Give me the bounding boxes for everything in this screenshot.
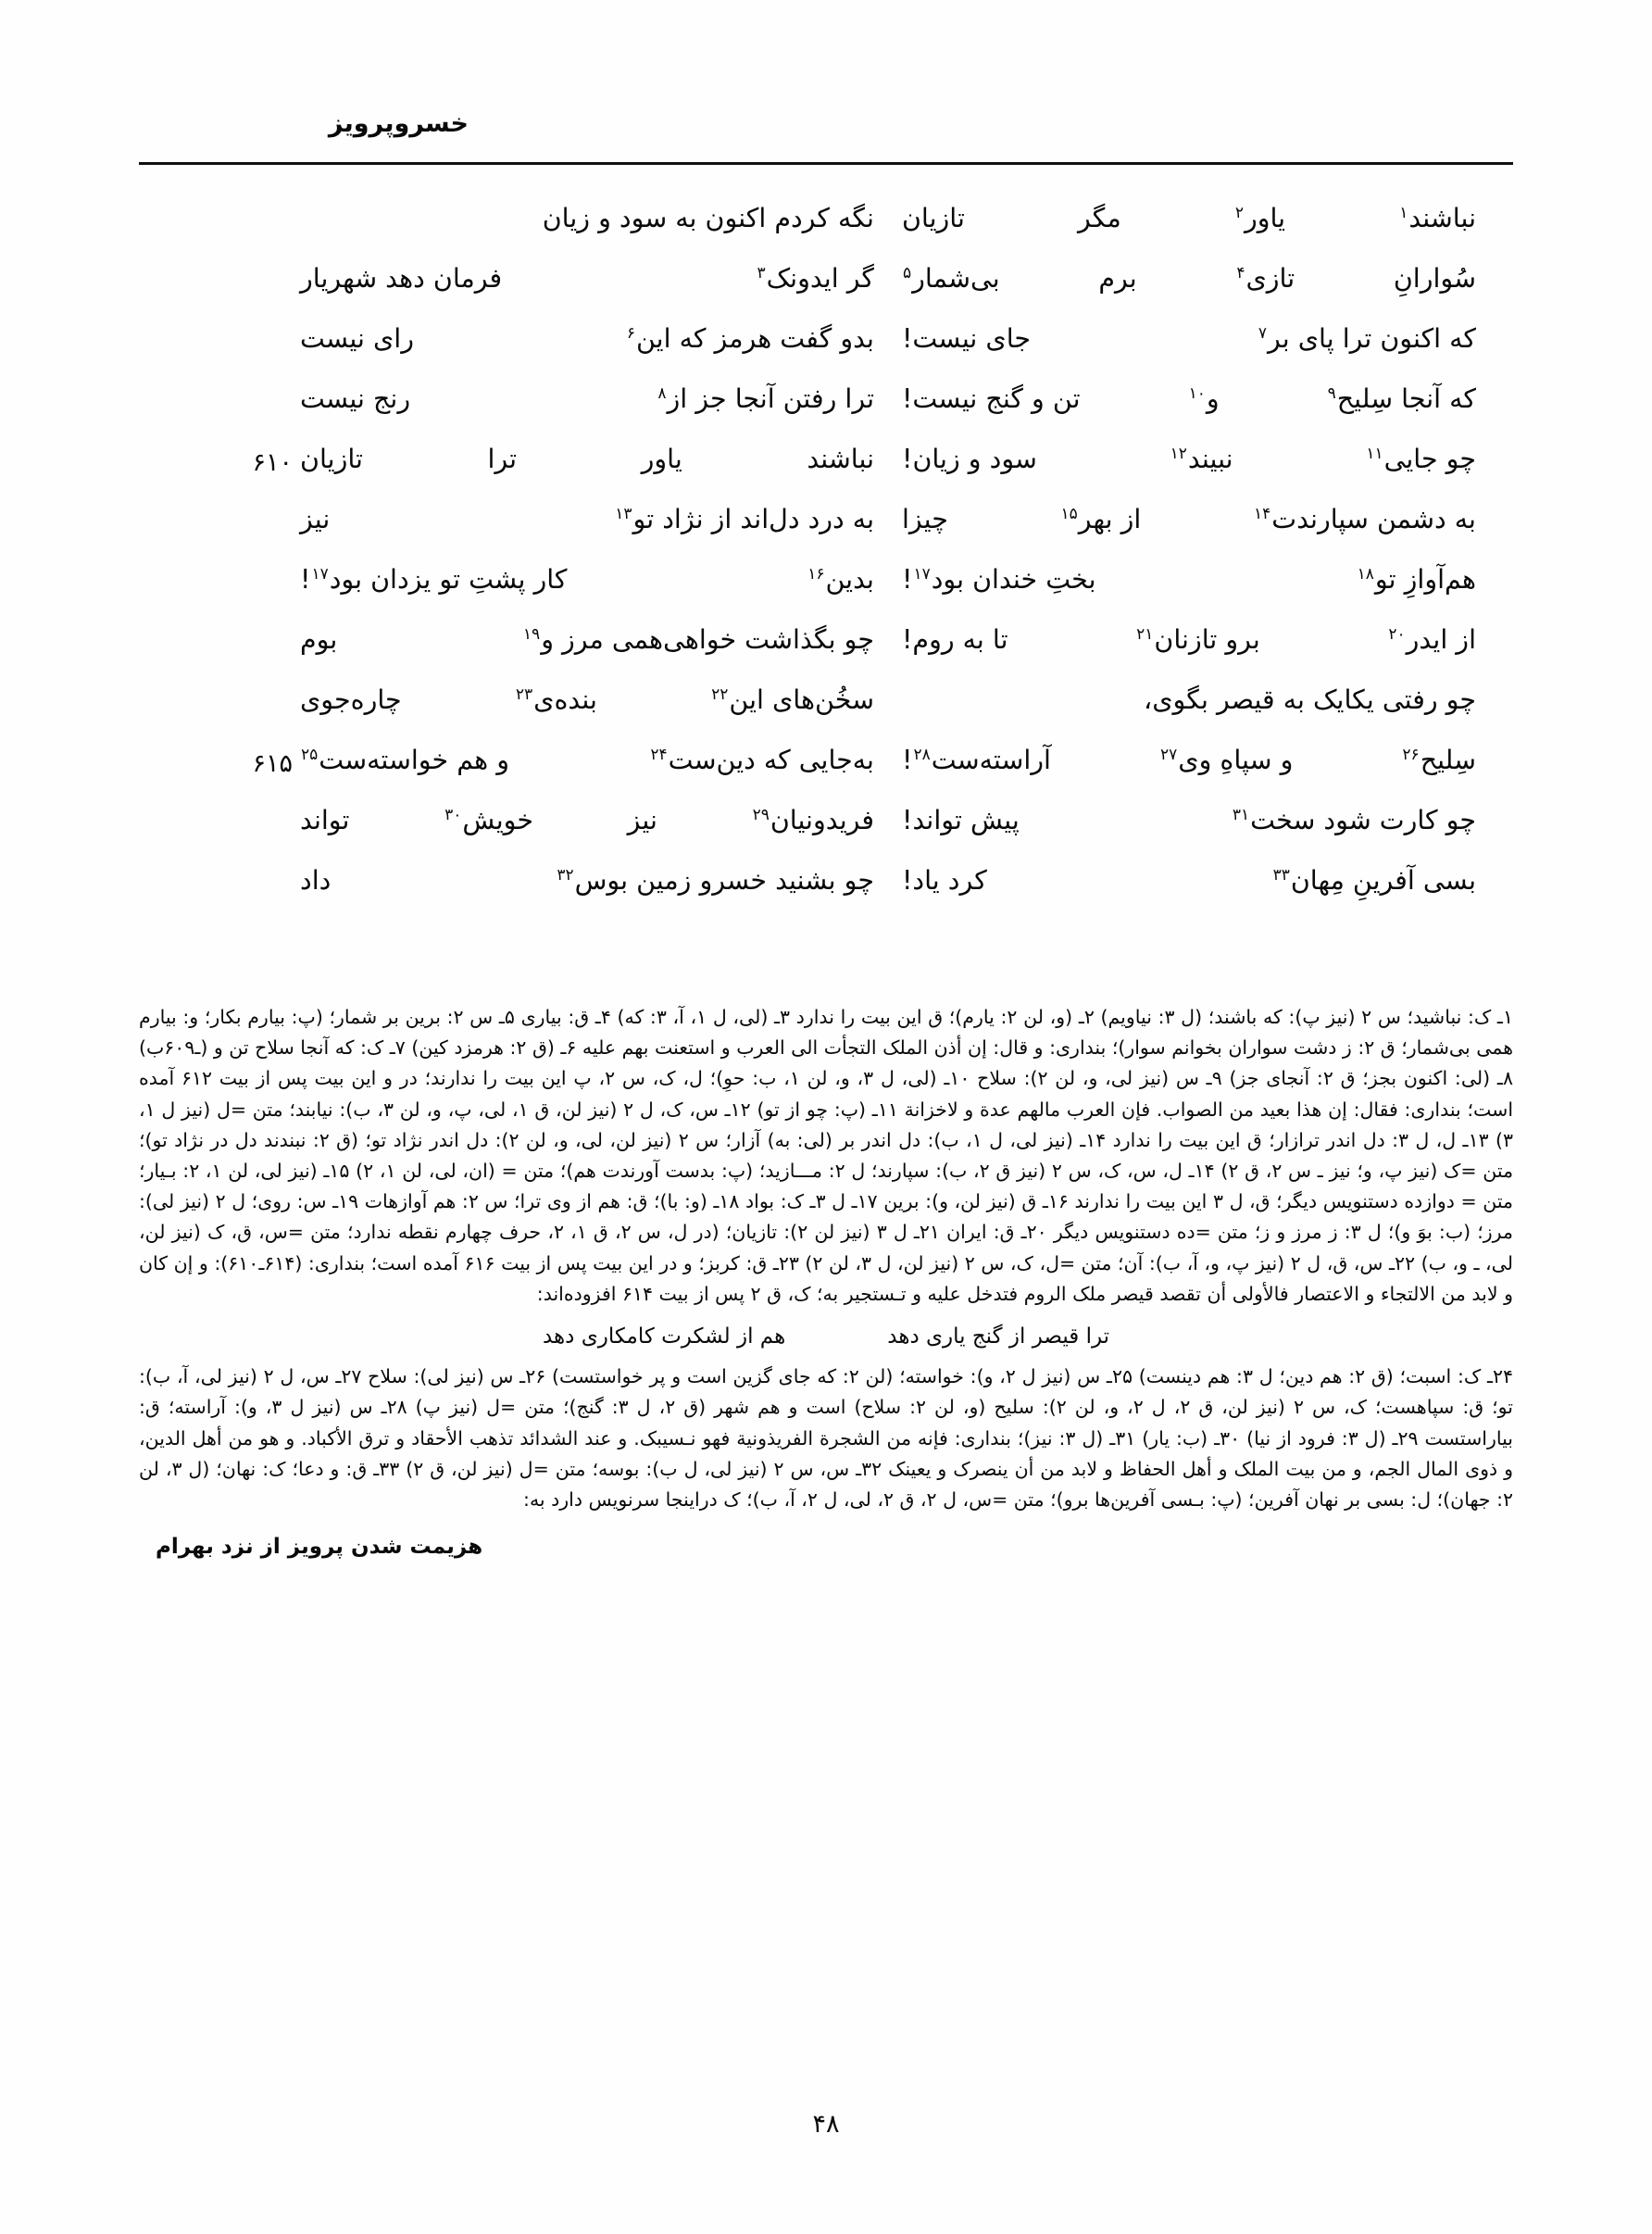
hemistich-text: ترا <box>487 444 518 474</box>
hemistich-text: برو تازنان <box>1154 624 1260 655</box>
hemistich-seg <box>752 805 874 835</box>
apparatus-criticus <box>139 1002 1513 1564</box>
bayt-row <box>139 805 1513 868</box>
footnote-marker: ۲۲ <box>711 684 729 704</box>
bayt-row <box>139 323 1513 386</box>
hemistich-text: نیز <box>627 805 657 835</box>
hemistich-text: که آنجا سِلیح <box>1336 383 1476 414</box>
hemistich-text: خویش <box>462 805 533 835</box>
inserted-hemistich-right: ترا قیصر از گنج یاری دهد <box>887 1324 1110 1349</box>
hemistich-text: هم‌آوازِ تو <box>1374 564 1476 595</box>
footnote-marker: ۲۸ <box>913 745 931 764</box>
hemistich-text: چاره‌جوی <box>300 684 402 715</box>
hemistich-seg <box>1253 504 1476 534</box>
footnote-marker: ۲۹ <box>752 805 770 824</box>
hemistich-seg <box>515 684 597 715</box>
hemistich-seg <box>902 263 1000 294</box>
hemistich-seg <box>556 865 874 896</box>
hemistich-left <box>902 624 1476 655</box>
hemistich-text: کرد یاد! <box>902 865 987 896</box>
hemistich-left <box>902 865 1476 896</box>
hemistich-text: بختِ خندان بود <box>931 564 1096 595</box>
hemistich-text: سُوارانِ <box>1393 263 1476 294</box>
hemistich-text: بدو گفت هرمز که این <box>635 323 874 354</box>
hemistich-text: نباشند <box>807 444 874 474</box>
hemistich-text: آراسته‌ست <box>931 745 1051 775</box>
hemistich-text: بنده‌ی <box>533 684 597 715</box>
hemistich-text: فریدونیان <box>770 805 874 835</box>
apparatus-paragraph-1: ۱ـ ک: نباشید؛ س ۲ (نیز پ): که باشند؛ (ل ۳: نیاویم) ۲ـ (و، لن ۲: یارم)؛ ق این بیت را ندارد ۳ـ (لی، ل ۱، آ، ۳: که) ۴ـ ق: بیاری ۵ـ س ۲: برین بر شمار؛ (پ: بیارم بکار؛ و: بیارم همی بی‌شمار؛ ق ۲: ز دشت سواران بخوانم سوار)؛ بنداری: و قال: إن أذن الملک التجأت الی العرب و استعنت بهم علیه ۶ـ (ق ۲: هرمزد کین) ۷ـ ک: که آنجا سلاح تن و (ـ۶۰۹ب) ۸ـ (لی: اکنون بجز؛ ق ۲: آنجای جز) ۹ـ س (نیز لی، و، لن ۲): سلاح ۱۰ـ (لی، ل ۳، و، لن ۱، ب: حوِ)؛ ل، ک، س ۲، پ این بیت را ندارند؛ در و این بیت پس از بیت ۶۱۲ آمده است؛ بنداری: فقال: إن هذا بعید من الصواب. فإن العرب مالهم عدة و لاخزانة ۱۱ـ (پ: چو از تو) ۱۲ـ س، ک، ل ۲ (نیز لن، ق ۱، لی، پ، و، لن ۳، ب): نیابند؛ متن =ل (نیز ل ۱، ۳) ۱۳ـ ل، ل ۳: دل اندر ترازار؛ ق این بیت را ندارد ۱۴ـ (نیز لی، ل ۱، ب): دل اندر بر (لی: به) آزار؛ س ۲ (نیز لن، لی، و، لن ۲): دل اندر نژاد تو؛ (ق ۲: نبندند دل در نژاد تو)؛ متن =ک (نیز پ، و؛ نیز ـ س ۲، ق ۲) ۱۴ـ ل، س، ک، س ۲ (نیز ق ۲، ب): سپارند؛ ل ۲: مـــازید؛ (پ: بدست آورندت هم)؛ متن = (ان، لی، لن ۱، ۲) ۱۵ـ (نیز لی، لن ۱، ۲: بـیار؛ متن = دوازده دستنویس دیگر؛ ق، ل ۳ این بیت را ندارند ۱۶ـ ق (نیز لن، و): برین ۱۷ـ ل ۳ـ ک: بواد ۱۸ـ (و: با)؛ ق: هم از وی ترا؛ س ۲: هم آوازهات ۱۹ـ س: روی؛ ل ۲ (نیز لی): مرز؛ (ب: بوَ و)؛ ل ۳: ز مرز و ز؛ متن =ده دستنویس دیگر ۲۰ـ ق: ایران ۲۱ـ ل ۳ (نیز لن ۲): تازیان؛ (در ل، س ۲، ق ۱، ۲، حرف چهارم نقطه ندارد؛ متن =س، ق، ک (نیز لن، لی، ـ و، ب) ۲۲ـ س، ق، ل ۲ (نیز پ، و، آ، ب): آن؛ متن =ل، ک، س ۲ (نیز لن، ل ۳، لن ۲) ۲۳ـ ق: کربز؛ و در این بیت پس از بیت ۶۱۶ آمده است؛ بنداری: (۶۱۴ـ۶۱۰): و إن کان و لابد من الالتجاء و الاعتصار فالأولی أن تقصد قیصر ملک الروم فتدخل علیه و تـستجیر به؛ ک، ق ۲ پس از بیت ۶۱۴ افزوده‌اند: <box>139 1006 1514 1305</box>
hemistich-text: داد <box>300 865 332 896</box>
bayt-row <box>139 747 1513 808</box>
hemistich-seg <box>300 564 568 595</box>
hemistich-seg <box>1398 203 1476 233</box>
footnote-marker: ۲۳ <box>515 684 533 704</box>
hemistich-right <box>300 263 874 294</box>
hemistich-text: تا به روم! <box>902 624 1008 655</box>
hemistich-text: چو رفتی یکایک به قیصر بگوی، <box>1144 684 1476 715</box>
bayt-row <box>139 203 1513 266</box>
footnote-marker: ۳ <box>757 263 766 282</box>
hemistich-text: یاور <box>1244 203 1286 233</box>
footnote-marker: ۲۴ <box>650 745 668 764</box>
hemistich-right <box>300 564 874 595</box>
hemistich-seg <box>1060 504 1142 534</box>
footnote-marker: ۷ <box>1258 323 1268 343</box>
hemistich-text: چو کارت شود سخت <box>1250 805 1476 835</box>
hemistich-text: ! <box>902 564 913 595</box>
footnote-marker: ۳۱ <box>1232 805 1250 824</box>
hemistich-text: برم <box>1098 263 1137 294</box>
hemistich-seg <box>444 805 533 835</box>
bayt-row <box>139 263 1513 326</box>
hemistich-right <box>300 504 874 534</box>
hemistich-left <box>902 383 1476 414</box>
hemistich-seg <box>657 383 874 414</box>
hemistich-text: ترا رفتن آنجا جز از <box>667 383 874 414</box>
hemistich-seg <box>1159 747 1293 774</box>
hemistich-text: رنج نیست <box>300 383 411 414</box>
hemistich-seg <box>1234 203 1286 233</box>
hemistich-text: تواند <box>300 805 350 835</box>
hemistich-text: تازیان <box>902 203 965 233</box>
hemistich-seg <box>1235 263 1295 294</box>
hemistich-text: نباشند <box>1408 203 1476 233</box>
hemistich-text: ! <box>902 745 913 775</box>
verse-body <box>139 203 1513 896</box>
footnote-marker: ۴ <box>1236 263 1245 282</box>
hemistich-seg <box>522 624 874 655</box>
verse-line-number: ۶۱۵ <box>252 749 293 778</box>
footnote-marker: ۲ <box>1234 203 1244 222</box>
bayt-row <box>139 383 1513 446</box>
hemistich-seg <box>1232 805 1476 835</box>
hemistich-text: تازی <box>1245 263 1295 294</box>
hemistich-text: به درد دل‌اند از نژاد تو <box>632 504 874 534</box>
hemistich-text: سِلیح <box>1420 745 1476 775</box>
footnote-marker: ۲۵ <box>301 745 319 764</box>
hemistich-text: که اکنون ترا پای بر <box>1268 323 1476 354</box>
hemistich-text: گر ایدونک <box>766 263 874 294</box>
page-number: ۴۸ <box>812 2110 840 2139</box>
hemistich-seg <box>902 747 1051 774</box>
footnote-marker: ۳۲ <box>557 865 574 885</box>
hemistich-text: و <box>1206 383 1220 414</box>
hemistich-left <box>902 747 1476 774</box>
hemistich-seg <box>1135 624 1260 655</box>
hemistich-seg <box>1387 624 1476 655</box>
hemistich-seg <box>300 747 509 774</box>
footnote-marker: ۶ <box>626 323 635 343</box>
bayt-row <box>139 504 1513 567</box>
hemistich-text: چو بگذاشت خواهی‌همی مرز و <box>541 624 874 655</box>
hemistich-text: و هم خواسته‌ست <box>319 745 510 775</box>
hemistich-seg <box>614 504 874 534</box>
footnote-marker: ۵ <box>903 263 912 282</box>
hemistich-text: چیزا <box>902 504 948 534</box>
hemistich-text: از بهر <box>1078 504 1142 534</box>
hemistich-left <box>902 446 1476 473</box>
footnote-marker: ۱ <box>1399 203 1408 222</box>
hemistich-text: پیش تواند! <box>902 805 1020 835</box>
hemistich-right <box>300 203 874 233</box>
hemistich-text: نبیند <box>1187 444 1233 474</box>
hemistich-text: سخُن‌های این <box>729 684 874 715</box>
footnote-marker: ۱۳ <box>615 504 632 523</box>
hemistich-left <box>902 504 1476 534</box>
hemistich-right <box>300 624 874 655</box>
hemistich-right <box>300 865 874 896</box>
hemistich-right <box>300 805 874 835</box>
hemistich-left <box>902 203 1476 233</box>
header-rule <box>139 162 1513 165</box>
hemistich-seg <box>1327 383 1476 414</box>
hemistich-text: نگه کردم اکنون به سود و زیان <box>542 203 874 233</box>
hemistich-text: فرمان دهد شهریار <box>300 263 503 294</box>
hemistich-text: رای نیست <box>300 323 414 354</box>
footnote-marker: ۲۷ <box>1160 745 1178 764</box>
hemistich-text: بدین <box>825 564 874 595</box>
hemistich-seg <box>756 263 874 294</box>
hemistich-text: تن و گنج نیست! <box>902 383 1081 414</box>
verse-line-number: ۶۱۰ <box>252 448 293 477</box>
page-header <box>139 109 1513 174</box>
hemistich-seg <box>1401 747 1476 774</box>
hemistich-left <box>902 564 1476 595</box>
bayt-row <box>139 446 1513 507</box>
hemistich-text: مگر <box>1078 203 1121 233</box>
bayt-row <box>139 564 1513 627</box>
bayt-row <box>139 684 1513 747</box>
section-heading: هزیمت شدن پرویز از نزد بهرام <box>156 1535 483 1560</box>
bayt-row <box>139 624 1513 687</box>
hemistich-seg <box>1365 446 1476 473</box>
footnote-marker: ۹ <box>1327 383 1336 403</box>
running-title: خسروپرویز <box>328 109 469 138</box>
hemistich-text: کار پشتِ تو یزدان بود <box>329 564 568 595</box>
hemistich-seg <box>807 564 874 595</box>
hemistich-right <box>300 383 874 414</box>
footnote-marker: ۲۱ <box>1136 624 1154 644</box>
hemistich-text: از ایدر <box>1406 624 1476 655</box>
hemistich-left <box>902 323 1476 354</box>
footnote-marker: ۳۰ <box>444 805 462 824</box>
hemistich-text: نیز <box>300 504 331 534</box>
hemistich-text: ! <box>300 564 311 595</box>
hemistich-text: بی‌شمار <box>912 263 1000 294</box>
footnote-marker: ۱۷ <box>913 564 931 584</box>
hemistich-seg <box>1188 383 1220 414</box>
hemistich-text: بوم <box>300 624 338 655</box>
inserted-bayt <box>139 1322 1513 1351</box>
bayt-row <box>139 865 1513 928</box>
footnote-marker: ۲۶ <box>1402 745 1420 764</box>
apparatus-paragraph-2: ۲۴ـ ک: اسبت؛ (ق ۲: هم دین؛ ل ۳: هم دینست) ۲۵ـ س (نیز ل ۲، و): خواسته؛ (لن ۲: که جای گزین است و پر خواستست) ۲۶ـ س (نیز لی): سلاح ۲۷ـ س، ل ۲ (نیز لی، آ، ب): تو؛ ق: سپاهست؛ ک، س ۲ (نیز لن، ق ۲، ل ۲، و، لن ۲): سلیح (و، لن ۲: سلاح) است و هم شهر (ق ۲، ل ۳: گنج)؛ متن =ل (نیز پ) ۲۸ـ س (نیز ل ۳، و): آراسته؛ ق: بیاراستست ۲۹ـ (ل ۳: فرود از نیا) ۳۰ـ (ب: یار) ۳۱ـ (ل ۳: نیز)؛ بنداری: فإنه من الشجرة الفریذونیة فهو نـسیبک. و عند الشدائد تذهب الأحقاد و ترق الأکباد. و هو من أهل الدین، و ذوی المال الجم، و من بیت الملک و أهل الحفاظ و لابد من أن ینصرک و یعینک ۳۲ـ س، س ۲ (نیز لی، ل ب): بوسه؛ متن =ل (نیز لن، ق ۲) ۳۳ـ ق: و دعا؛ ک: نهان؛ (ل ۳، لن ۲: جهان)؛ ل: بسی بر نهان آفرین؛ (پ: بـسی آفرین‌ها برو)؛ متن =س، ل ۲، ق ۲، لی، ل ۲، آ، ب)؛ ک درا‌ینجا سرنویس دارد به: <box>139 1365 1514 1512</box>
footnote-marker: ۱۴ <box>1254 504 1271 523</box>
hemistich-text: به‌جایی که دین‌ست <box>668 745 874 775</box>
hemistich-text: چو جایی <box>1383 444 1476 474</box>
footnote-marker: ۱۵ <box>1060 504 1078 523</box>
hemistich-seg <box>626 323 874 354</box>
hemistich-left <box>902 263 1476 294</box>
hemistich-text: بسی آفرینِ مِهان <box>1290 865 1476 896</box>
hemistich-text: یاور <box>641 444 682 474</box>
hemistich-text: تازیان <box>300 444 363 474</box>
footnote-marker: ۱۹ <box>522 624 541 644</box>
hemistich-text: چو بشنید خسرو زمین بوس <box>574 865 874 896</box>
hemistich-seg <box>902 564 1096 595</box>
footnote-marker: ۱۸ <box>1357 564 1374 584</box>
footnote-marker: ۱۲ <box>1170 444 1187 463</box>
hemistich-text: جای نیست! <box>902 323 1032 354</box>
hemistich-text: به دشمن سپارندت <box>1271 504 1476 534</box>
hemistich-seg <box>1272 865 1476 896</box>
footnote-marker: ۱۶ <box>807 564 825 584</box>
hemistich-right <box>300 747 874 774</box>
footnote-marker: ۸ <box>657 383 667 403</box>
hemistich-left <box>902 805 1476 835</box>
hemistich-seg <box>1357 564 1476 595</box>
hemistich-right <box>300 684 874 715</box>
footnote-marker: ۱۷ <box>311 564 329 584</box>
hemistich-seg <box>710 684 874 715</box>
hemistich-right <box>300 323 874 354</box>
hemistich-text: سود و زیان! <box>902 444 1037 474</box>
hemistich-right <box>300 446 874 473</box>
footnote-marker: ۲۰ <box>1388 624 1406 644</box>
hemistich-left <box>902 684 1476 715</box>
footnote-marker: ۱۱ <box>1366 444 1383 463</box>
hemistich-seg <box>649 747 874 774</box>
footnote-marker: ۳۳ <box>1272 865 1290 885</box>
hemistich-seg <box>1170 446 1233 473</box>
inserted-hemistich-left: هم از لشکرت کامکاری دهد <box>542 1324 786 1349</box>
hemistich-text: و سپاهِ وی <box>1178 745 1294 775</box>
hemistich-seg <box>1258 323 1476 354</box>
footnote-marker: ۱۰ <box>1188 383 1206 403</box>
